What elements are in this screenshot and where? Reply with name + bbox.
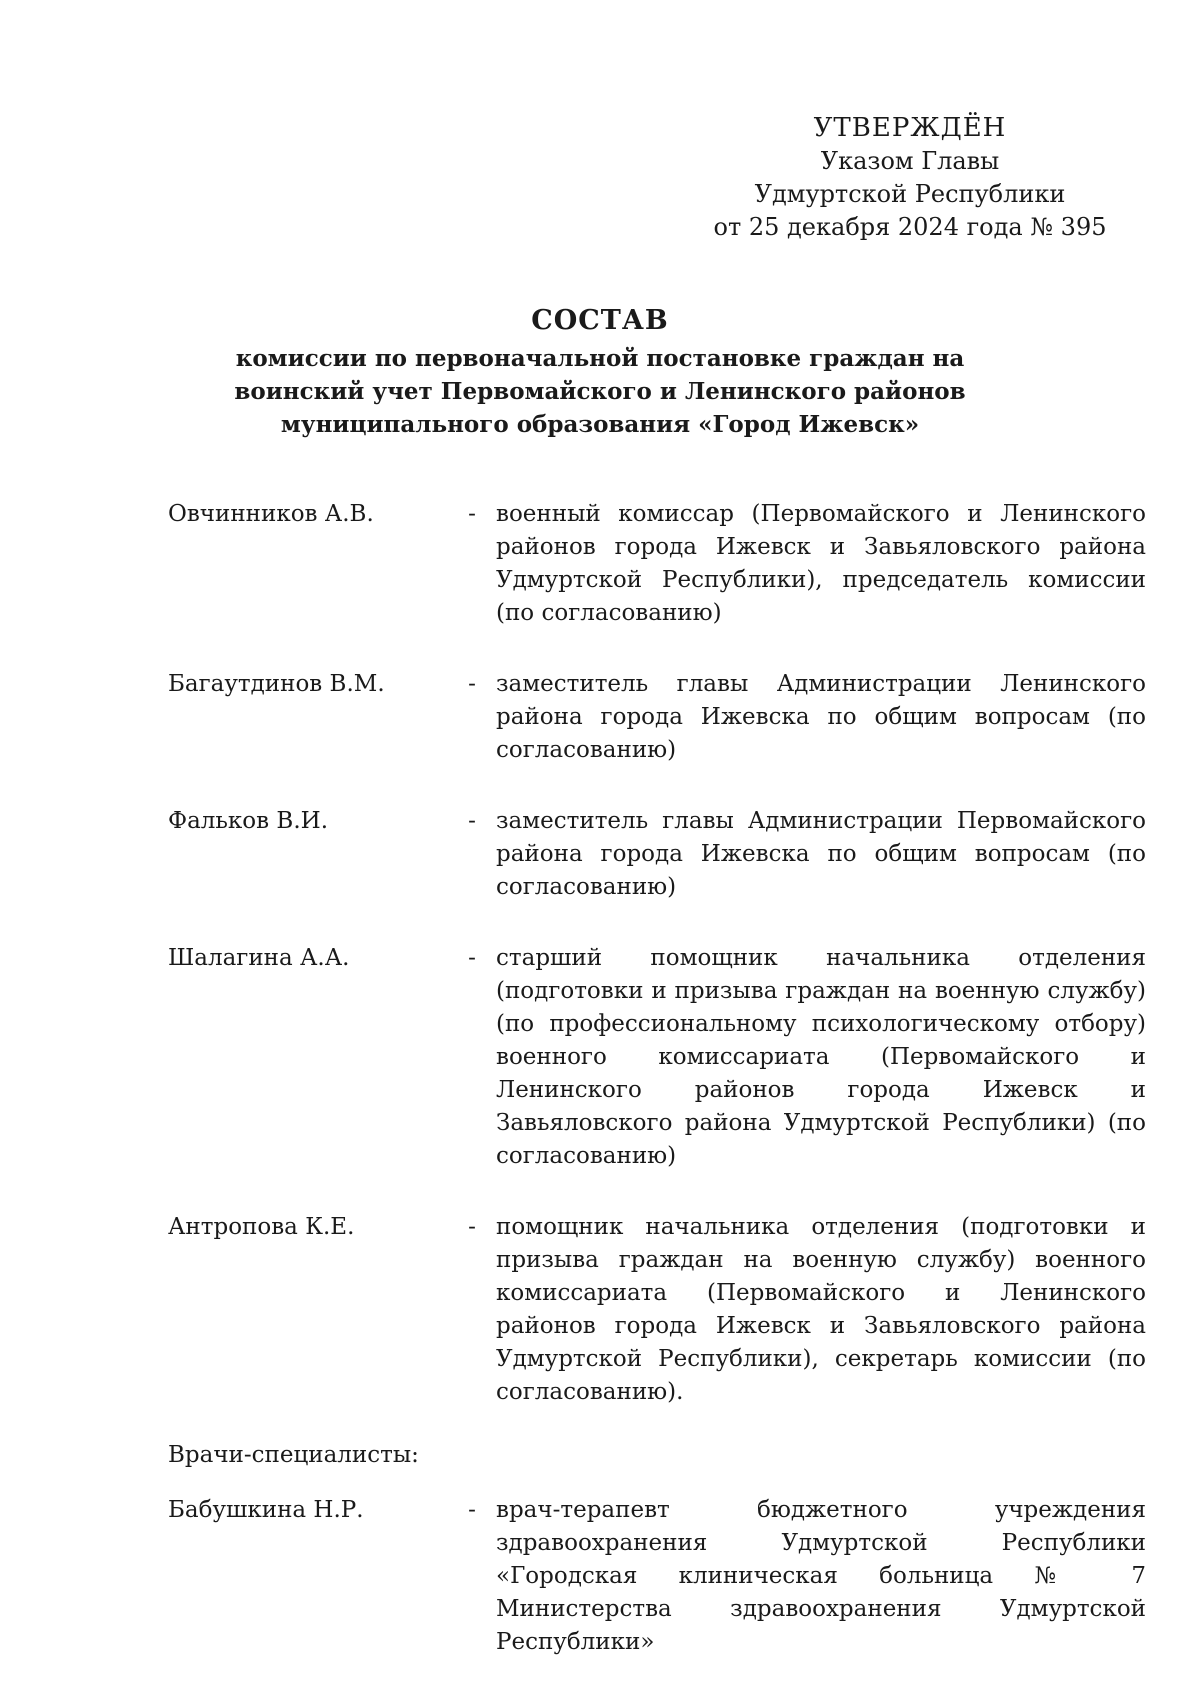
member-dash: -: [468, 808, 476, 834]
specialists-label: Врачи-специалисты:: [168, 1442, 419, 1468]
document-subtitle: [150, 342, 1050, 441]
member-dash: -: [468, 501, 476, 527]
approval-decree: Указом Главы: [820, 147, 1000, 175]
member-name: Багаутдинов В.М.: [168, 671, 385, 697]
member-name: Антропова К.Е.: [168, 1214, 355, 1240]
document-title: СОСТАВ: [531, 305, 669, 336]
member-dash: -: [468, 945, 476, 971]
specialist-role: врач-терапевт бюджетного учреждения здравоохранения Удмуртской Республики «Городская клиническая больница № 7 Министерства здравоохранения Удмуртской Республики»: [496, 1497, 1146, 1655]
subtitle-line-2: воинский учет Первомайского и Ленинского районов: [234, 378, 966, 405]
subtitle-line-1: комиссии по первоначальной постановке граждан на: [235, 345, 965, 372]
approval-title: УТВЕРЖДЁН: [813, 113, 1007, 143]
member-entry: [168, 498, 1148, 630]
member-name: Овчинников А.В.: [168, 501, 374, 527]
member-role: военный комиссар (Первомайского и Ленинского районов города Ижевск и Завьяловского района Удмуртской Республики), председатель комиссии (по согласованию): [496, 501, 1146, 626]
specialist-entry: [168, 1494, 1148, 1659]
subtitle-line-3: муниципального образования «Город Ижевск»: [280, 411, 920, 438]
member-role: помощник начальника отделения (подготовки и призыва граждан на военную службу) военного комиссариата (Первомайского и Ленинского районов города Ижевск и Завьяловского района Удмуртской Республики), секретарь комиссии (по согласованию).: [496, 1214, 1146, 1405]
member-entry: [168, 1211, 1148, 1409]
member-entry: [168, 805, 1148, 904]
member-name: Шалагина А.А.: [168, 945, 350, 971]
member-role: заместитель главы Администрации Ленинского района города Ижевска по общим вопросам (по согласованию): [496, 671, 1146, 763]
member-dash: -: [468, 1214, 476, 1240]
specialist-name: Бабушкина Н.Р.: [168, 1497, 364, 1523]
member-dash: -: [468, 671, 476, 697]
approval-stamp: [690, 112, 1130, 244]
member-entry: [168, 942, 1148, 1173]
approval-republic: Удмуртской Республики: [754, 180, 1066, 208]
member-role: старший помощник начальника отделения (подготовки и призыва граждан на военную службу) (по профессиональному психологическому отбору) военного комиссариата (Первомайского и Ленинского районов города Ижевск и Завьяловского района Удмуртской Республики) (по согласованию): [496, 945, 1146, 1169]
member-entry: [168, 668, 1148, 767]
specialist-dash: -: [468, 1497, 476, 1523]
member-role: заместитель главы Администрации Первомайского района города Ижевска по общим вопросам (по согласованию): [496, 808, 1146, 900]
approval-date: от 25 декабря 2024 года № 395: [713, 213, 1107, 241]
member-name: Фальков В.И.: [168, 808, 329, 834]
members-list: [168, 498, 1148, 1659]
